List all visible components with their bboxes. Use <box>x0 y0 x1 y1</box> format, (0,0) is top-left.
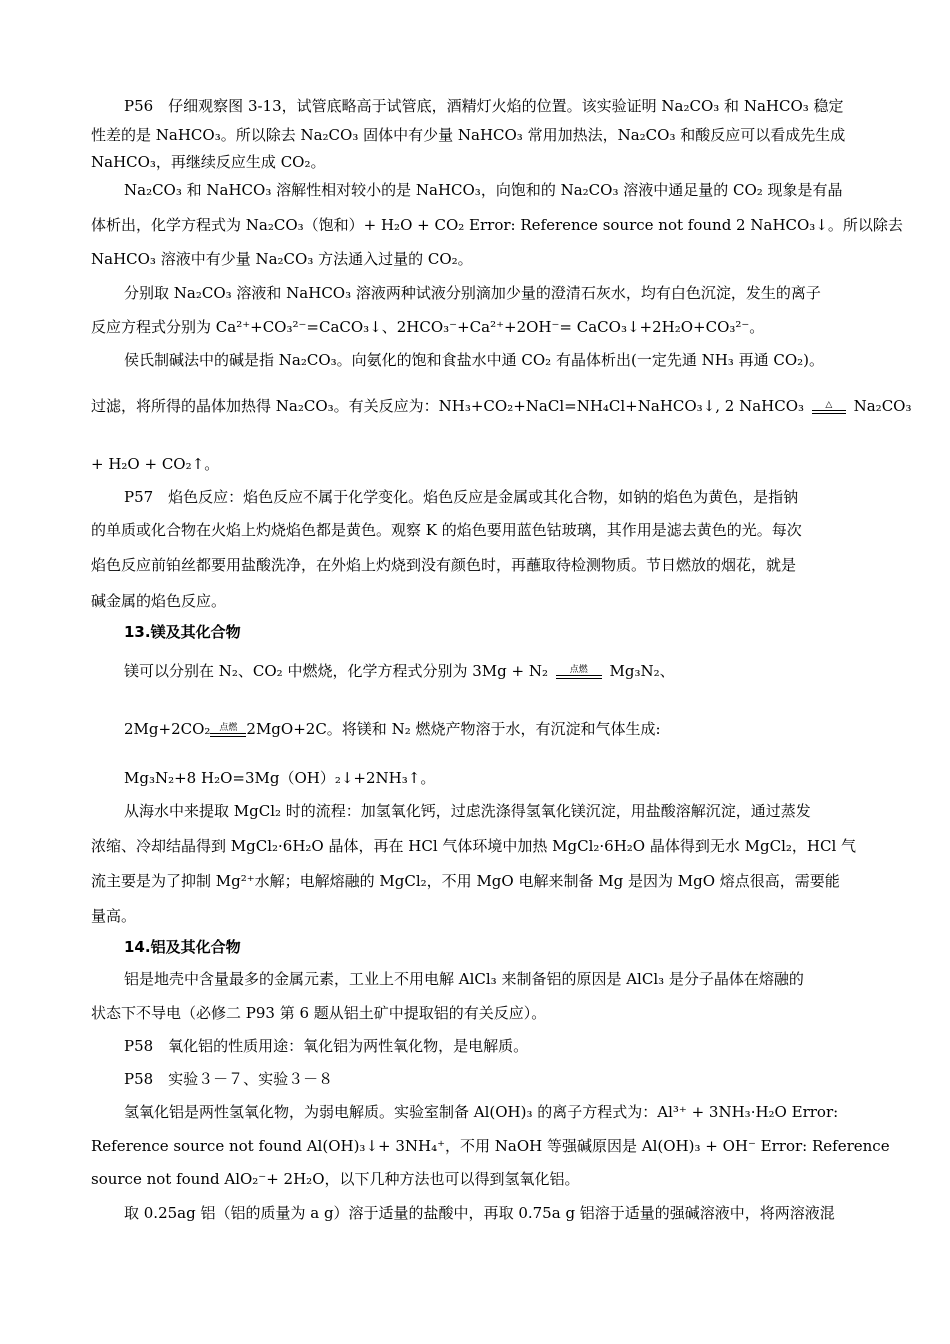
text-line: 氢氧化铝是两性氢氧化物，为弱电解质。实验室制备 Al(OH)₃ 的离子方程式为：Al³⁺ + 3NH₃·H₂O Error: <box>124 1103 839 1121</box>
condition-label: △ <box>825 400 833 410</box>
text-line: 性差的是 NaHCO₃。所以除去 Na₂CO₃ 固体中有少量 NaHCO₃ 常用加热法，Na₂CO₃ 和酸反应可以看成先生成 <box>91 126 846 144</box>
equation-line <box>124 719 861 740</box>
text-line: P58 实验３－７、实验３－８ <box>124 1070 334 1088</box>
text-line: 浓缩、冷却结晶得到 MgCl₂·6H₂O 晶体，再在 HCl 气体环境中加热 MgCl₂·6H₂O 晶体得到无水 MgCl₂，HCl 气 <box>91 837 857 855</box>
text-segment: Mg₃N₂、 <box>609 662 675 680</box>
ignite-condition-arrow <box>210 720 246 740</box>
equation-line <box>124 661 861 682</box>
text-line: NaHCO₃，再继续反应生成 CO₂。 <box>91 153 326 171</box>
text-line: 分别取 Na₂CO₃ 溶液和 NaHCO₃ 溶液两种试液分别滴加少量的澄清石灰水，均有白色沉淀，发生的离子 <box>124 284 821 302</box>
text-line: Na₂CO₃ 和 NaHCO₃ 溶解性相对较小的是 NaHCO₃，向饱和的 Na₂CO₃ 溶液中通足量的 CO₂ 现象是有晶 <box>124 181 843 199</box>
condition-label: 点燃 <box>569 665 588 675</box>
text-line: P58 氧化铝的性质用途：氧化铝为两性氧化物，是电解质。 <box>124 1037 529 1055</box>
text-line: P57 焰色反应：焰色反应不属于化学变化。焰色反应是金属或其化合物，如钠的焰色为黄色，是指钠 <box>124 488 799 506</box>
text-segment: 2MgO+2C。将镁和 N₂ 燃烧产物溶于水，有沉淀和气体生成: <box>246 720 661 738</box>
text-line: P56 仔细观察图 3-13，试管底略高于试管底，酒精灯火焰的位置。该实验证明 Na₂CO₃ 和 NaHCO₃ 稳定 <box>124 97 844 115</box>
text-segment: 2Mg+2CO₂ <box>124 720 211 738</box>
text-line: 量高。 <box>91 907 137 925</box>
text-line: 焰色反应前铂丝都要用盐酸洗净，在外焰上灼烧到没有颜色时，再蘸取待检测物质。节日燃放的烟花，就是 <box>91 556 797 574</box>
text-line: 铝是地壳中含量最多的金属元素，工业上不用电解 AlCl₃ 来制备铝的原因是 AlCl₃ 是分子晶体在熔融的 <box>124 970 804 988</box>
text-line: Reference source not found Al(OH)₃↓+ 3NH₄⁺，不用 NaOH 等强碱原因是 Al(OH)₃ + OH⁻ Error: Reference <box>91 1137 890 1155</box>
text-segment: Na₂CO₃ <box>853 397 912 415</box>
text-line: 侯氏制碱法中的碱是指 Na₂CO₃。向氨化的饱和食盐水中通 CO₂ 有晶体析出(一定先通 NH₃ 再通 CO₂)。 <box>124 351 824 369</box>
text-line: 体析出，化学方程式为 Na₂CO₃（饱和）+ H₂O + CO₂ Error: Reference source not found 2 NaHCO₃↓。所以除去 <box>91 216 903 234</box>
text-segment: 镁可以分别在 N₂、CO₂ 中燃烧，化学方程式分别为 3Mg + N₂ <box>124 662 548 680</box>
text-line: 碱金属的焰色反应。 <box>91 592 227 610</box>
text-line: 反应方程式分别为 Ca²⁺+CO₃²⁻=CaCO₃↓、2HCO₃⁻+Ca²⁺+2OH⁻= CaCO₃↓+2H₂O+CO₃²⁻。 <box>91 318 765 336</box>
text-segment: 过滤，将所得的晶体加热得 Na₂CO₃。有关反应为：NH₃+CO₂+NaCl=NH₄Cl+NaHCO₃↓, 2 NaHCO₃ <box>91 397 805 415</box>
equation-line <box>91 396 912 417</box>
text-line: source not found AlO₂⁻+ 2H₂O，以下几种方法也可以得到氢氧化铝。 <box>91 1170 580 1188</box>
section-heading: 14.铝及其化合物 <box>124 938 241 956</box>
text-line: 的单质或化合物在火焰上灼烧焰色都是黄色。观察 K 的焰色要用蓝色钴玻璃，其作用是滤去黄色的光。每次 <box>91 521 802 539</box>
heat-condition-arrow <box>812 397 846 417</box>
text-line: + H₂O + CO₂↑。 <box>91 455 220 473</box>
ignite-condition-arrow <box>556 662 602 682</box>
text-line: 从海水中来提取 MgCl₂ 时的流程：加氢氧化钙，过虑洗涤得氢氧化镁沉淀，用盐酸溶解沉淀，通过蒸发 <box>124 802 811 820</box>
section-heading: 13.镁及其化合物 <box>124 623 241 641</box>
text-line: 状态下不导电（必修二 P93 第 6 题从铝土矿中提取铝的有关反应）。 <box>91 1004 547 1022</box>
text-line: Mg₃N₂+8 H₂O=3Mg（OH）₂↓+2NH₃↑。 <box>124 769 436 787</box>
text-line: 取 0.25ag 铝（铝的质量为 a g）溶于适量的盐酸中，再取 0.75a g 铝溶于适量的强碱溶液中，将两溶液混 <box>124 1204 835 1222</box>
text-line: NaHCO₃ 溶液中有少量 Na₂CO₃ 方法通入过量的 CO₂。 <box>91 250 473 268</box>
text-line: 流主要是为了抑制 Mg²⁺水解；电解熔融的 MgCl₂，不用 MgO 电解来制备 Mg 是因为 MgO 熔点很高，需要能 <box>91 872 840 890</box>
condition-label: 点燃 <box>219 723 238 733</box>
